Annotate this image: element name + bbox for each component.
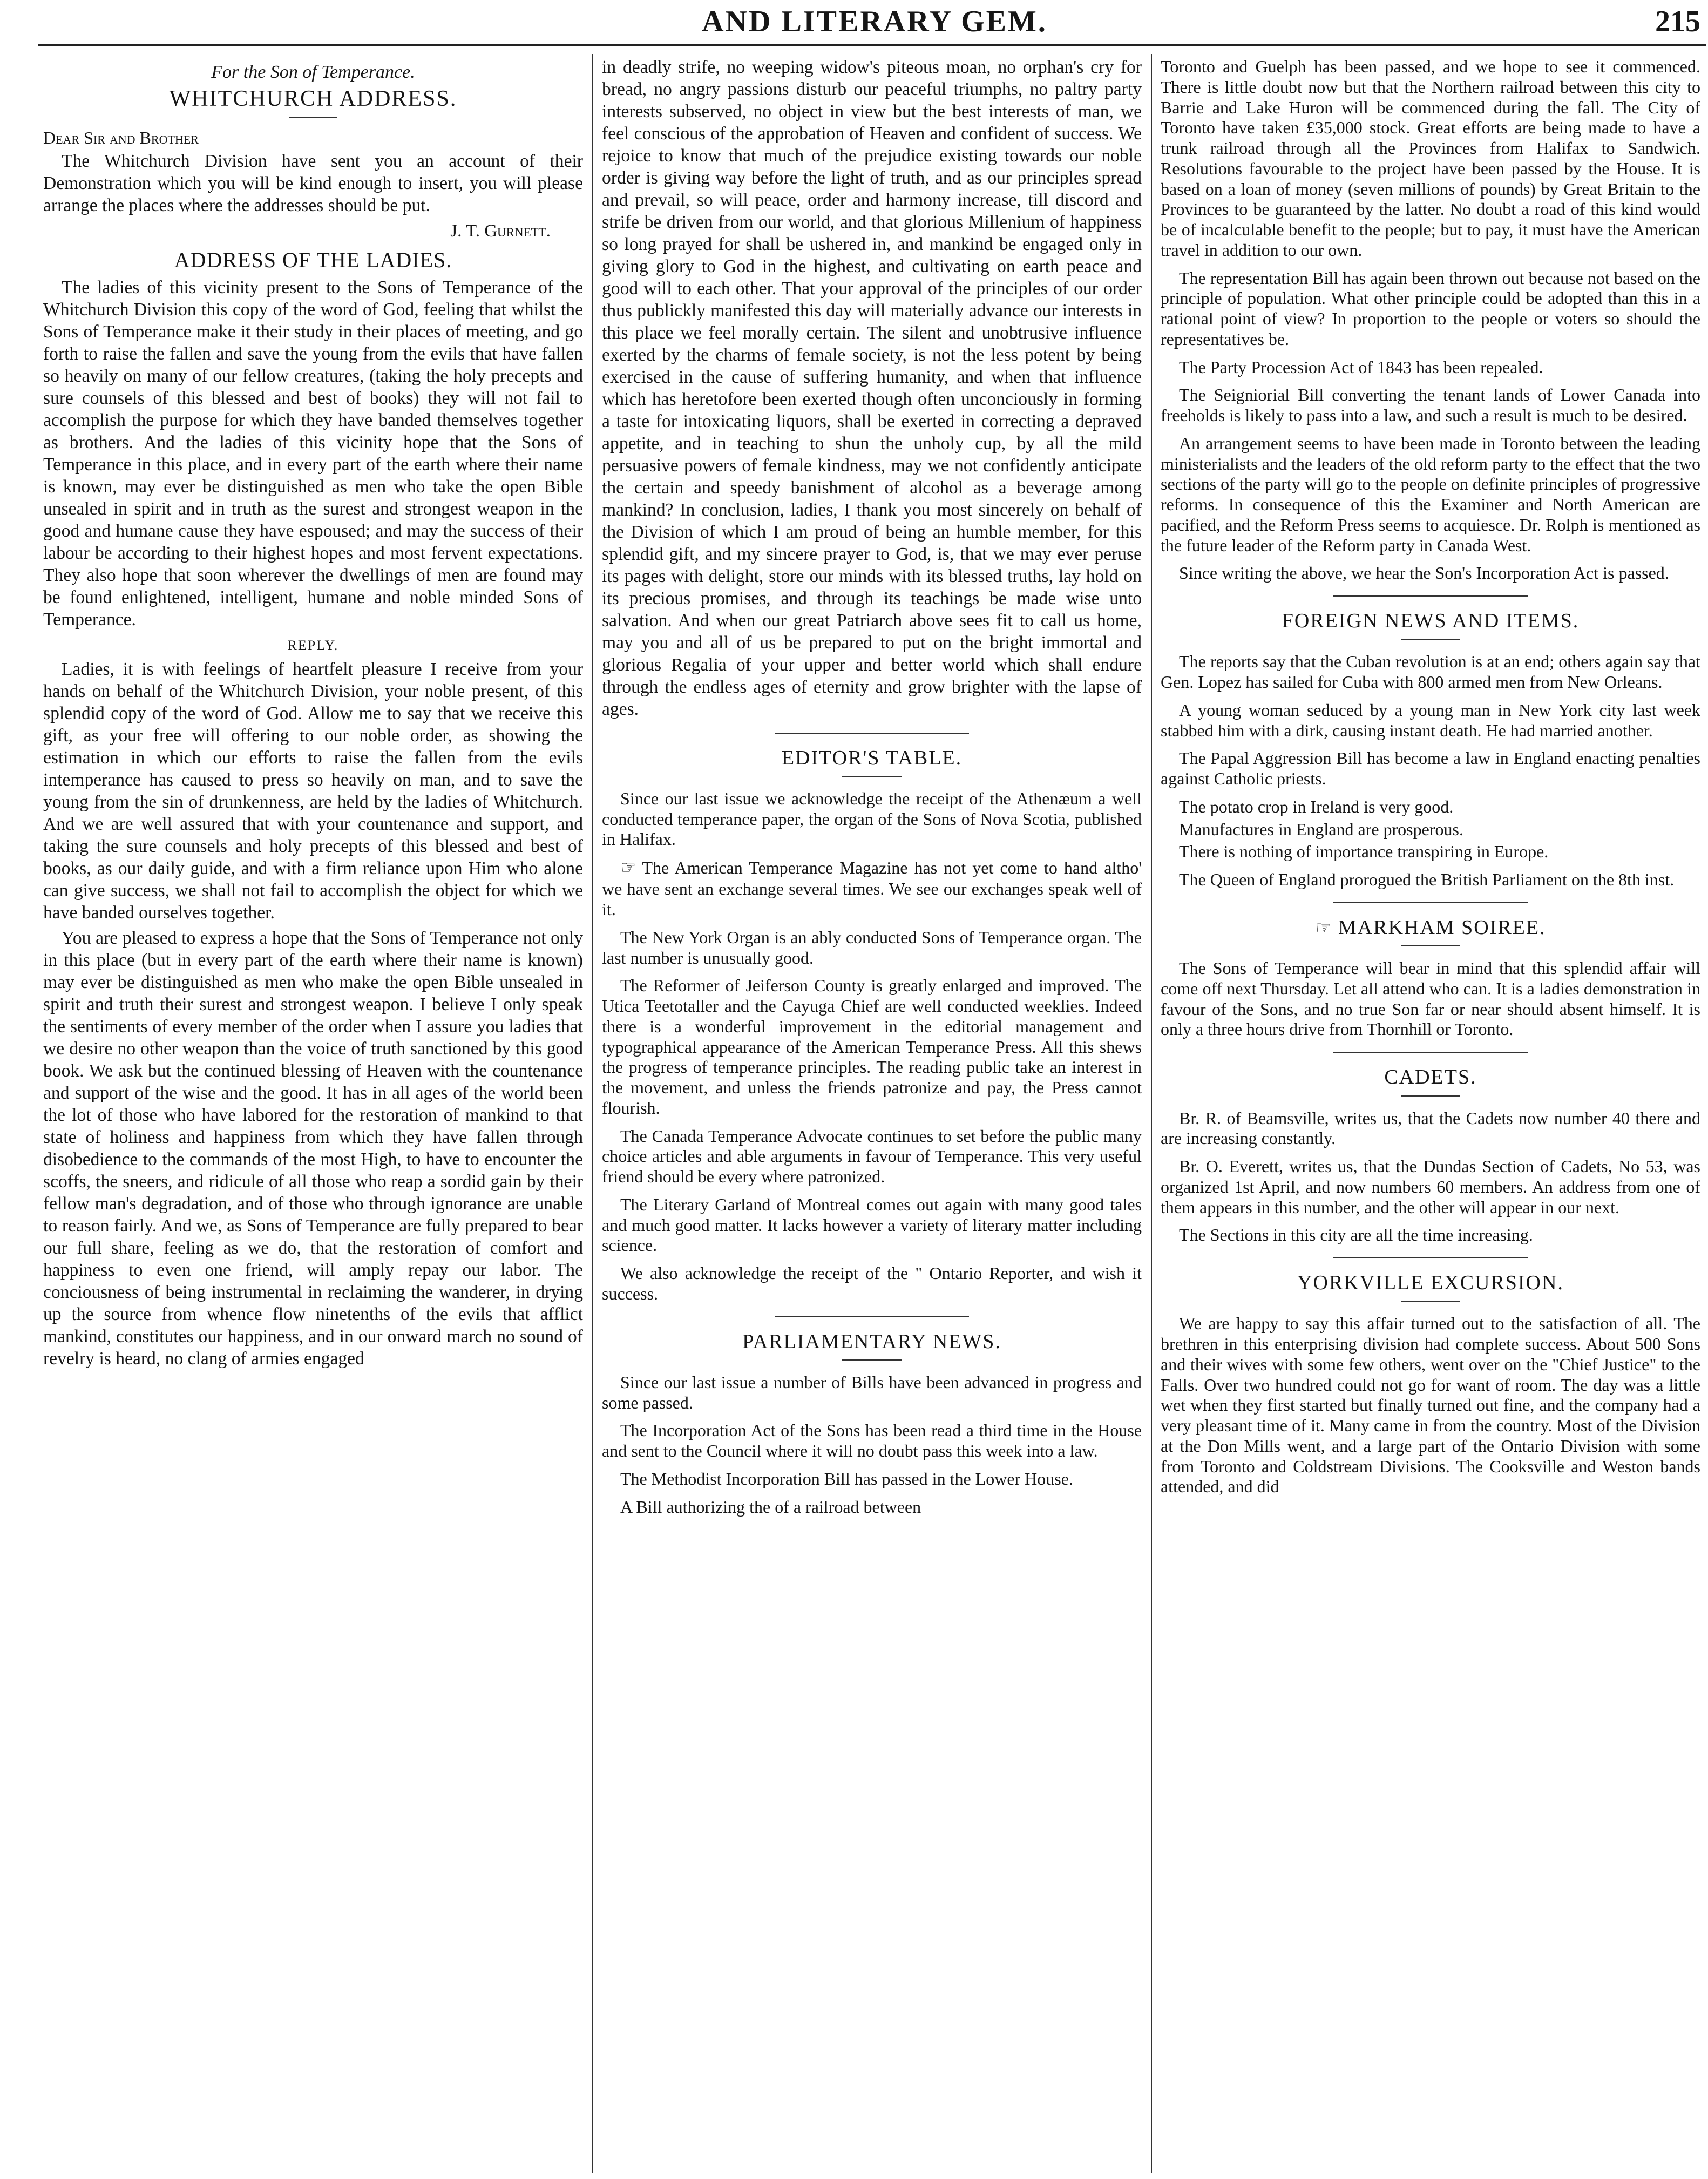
paragraph: The potato crop in Ireland is very good.	[1179, 796, 1454, 816]
paragraph: You are pleased to express a hope that the Sons of Temperance not only in this place (but in every part of the earth where their name is known) may ever be distinguished as men who make the open Bible unsealed in spirit and truth their surest and strongest weapon. I believe I only speak the sentiments of every member of the order when I assure you ladies that we desire no other weapon than the voice of truth sanctioned by this good book. We ask but the continued blessing of Heaven with the countenance and support of the wise and the good. It has in all ages of the world been the lot of those who have labored for the restoration of mankind to that state of holiness and happiness from which they have fallen through disobedience to the commands of the most High, to have to encounter the scoffs, the sneers, and ridicule of all those who reap a sordid gain by their fellow man's degradation, and of those who through ignorance are unable to reason fairly. And we, as Sons of Temperance are fully prepared to bear our full share, feeling as we do, that the restoration of comfort and happiness to even one friend, will amply repay our labor. The conciousness of being instrumental in reclaiming the wanderer, in drying up the source from whence flow ninetenths of the evils that afflict mankind, constitutes our happiness, and in our onward march no sound of revelry is heard, no clang of armies engaged	[43, 928, 583, 1369]
attribution: For the Son of Temperance.	[211, 62, 415, 82]
paragraph: in deadly strife, no weeping widow's piteous moan, no orphan's cry for bread, no angry passions disturb our peaceful triumphs, no paltry party interests subserved, no object in view but the best interests of man, we feel conscious of the approbation of Heaven and confident of success. We rejoice to know that much of the prejudice existing towards our noble order is giving way before the light of truth, and as our principles spread and prevail, so will peace, order and harmony increase, till discord and strife be driven from our world, and that glorious Millenium of happiness so long prayed for shall be ushered in, and mankind be engaged only in giving glory to God in the highest, and cultivating on earth peace and good will to each other. That your approval of the principles of our order thus publickly manifested this day will materially advance our interests in this place we feel morally certain. The silent and unobtrusive influence exerted by the charms of female society, is not the less potent by being exercised in the cause of suffering humanity, and when that influence which has heretofore been exerted though often unconciously in forming a taste for intoxicating liquors, shall be exerted in correcting a depraved appetite, and in teaching to shun the unholy cup, by all the mild persuasive powers of female kindness, may we not confidently anticipate the certain and speedy banishment of alcohol as a beverage among mankind? In conclusion, ladies, I thank you most sincerely on behalf of the Division of which I am proud of being an humble member, for this splendid gift, and my sincere prayer to God, is, that we may ever peruse its pages with delight, store our minds with its blessed truths, lay hold on its precious promises, and through its teachings be made wise unto salvation. And when our great Patriarch above sees fit to call us home, may you and all of us be prepared to put on the bright immortal and glorious Regalia of your upper and better world which shall endure through the endless ages of eternity and grow brighter with the lapse of ages.	[602, 57, 1142, 719]
paragraph: Since our last issue we acknowledge the receipt of the Athenæum a well conducted temperance paper, the organ of the Sons of Nova Scotia, published in Halifax.	[602, 788, 1142, 849]
paragraph: The Papal Aggression Bill has become a law in England enacting penalties against Catholic priests.	[1161, 748, 1700, 789]
paragraph: The Methodist Incorporation Bill has passed in the Lower House.	[620, 1469, 1073, 1488]
salutation: Dear Sir and Brother	[43, 127, 199, 147]
paragraph: Manufactures in England are prosperous.	[1179, 819, 1463, 839]
paragraph: The ladies of this vicinity present to the Sons of Temperance of the Whitchurch Division this copy of the word of God, feeling that whilst the Sons of Temperance make it their study in their places of meeting, and go forth to raise the fallen and save the young from the evils that have fallen so heavily on many of our fellow creatures, (taking the holy precepts and sure counsels of this blessed and best of books) they will not fail to accomplish the purpose for which they have banded themselves together as brothers. And the ladies of this vicinity hope that the Sons of Temperance in this place, and in every part of the earth where their name is known, may ever be distinguished as men who take the open Bible unsealed in spirit and in truth as the surest and strongest weapon in the good and humane cause they have espoused; and may the success of their labour be according to their highest hopes and most fervent expectations. They also hope that soon wherever the dwellings of men are found may be found enlightened, intelligent, humane and noble minded Sons of Temperance.	[43, 277, 583, 630]
page-header	[38, 0, 1708, 57]
column-1	[43, 57, 583, 2173]
section-rule	[1333, 595, 1528, 597]
article-title: WHITCHURCH ADDRESS.	[169, 86, 457, 112]
page-number: 215	[1655, 5, 1700, 38]
heading-text: MARKHAM SOIREE.	[1338, 916, 1546, 939]
section-rule	[1333, 902, 1528, 903]
section-heading: EDITOR'S TABLE.	[781, 746, 963, 769]
paragraph: The Literary Garland of Montreal comes out again with many good tales and much good matter. It lacks however a variety of literary matter including science.	[602, 1194, 1142, 1255]
paragraph: An arrangement seems to have been made in Toronto between the leading ministerialists and the leaders of the old reform party to the effect that the two sections of the party will go to the people on definite principles of progressive reforms. In consequence of this the Examiner and North American are pacified, and the Reform Press seems to acquiesce. Dr. Rolph is mentioned as the future leader of the Reform party in Canada West.	[1161, 433, 1700, 555]
paragraph: Ladies, it is with feelings of heartfelt pleasure I receive from your hands on behalf of the Whitchurch Division, your noble present, of this splendid copy of the word of God. Allow me to say that we receive this gift, as your free will offering to our noble order, as showing the estimation in which our efforts to raise the fallen from the evils intemperance has caused to press so heavily on man, and to save the young from the sin of drunkenness, are held by the ladies of Whitchurch. And we are well assured that with your countenance and support, and taking the sure counsels and holy precepts of this blessed and best of books, as our daily guide, and with a firm reliance upon Him who alone can give success, we shall not fail to accomplish the object for which we have banded ourselves together.	[43, 659, 583, 923]
paragraph-text: The American Temperance Magazine has not yet come to hand altho' we have sent an exchange several times. We see our exchanges speak well of it.	[602, 858, 1142, 919]
section-heading	[1161, 915, 1700, 940]
paragraph: A young woman seduced by a young man in New York city last week stabbed him with a dirk, causing instant death. He had married another.	[1161, 700, 1700, 740]
paragraph	[602, 857, 1142, 920]
paragraph: Since our last issue a number of Bills have been advanced in progress and some passed.	[602, 1372, 1142, 1412]
column-2	[602, 57, 1142, 2173]
column-divider	[1151, 54, 1152, 2173]
section-heading: YORKVILLE EXCURSION.	[1297, 1271, 1564, 1295]
paragraph: The Queen of England prorogued the British Parliament on the 8th inst.	[1179, 870, 1675, 890]
paragraph: Br. O. Everett, writes us, that the Dundas Section of Cadets, No 53, was organized 1st April, and now numbers 60 members. An address from one of them appears in this number, and the other will appear in our next.	[1161, 1156, 1700, 1217]
column-divider	[592, 54, 593, 2173]
paragraph: The Whitchurch Division have sent you an account of their Demonstration which you will be kind enough to insert, you will please arrange the places where the addresses should be put.	[43, 151, 583, 215]
section-rule	[775, 1316, 969, 1317]
paragraph: The Party Procession Act of 1843 has been repealed.	[1179, 357, 1543, 377]
paragraph: A Bill authorizing the of a railroad between	[620, 1497, 921, 1517]
running-title: AND LITERARY GEM.	[702, 5, 1047, 38]
paragraph: The New York Organ is an ably conducted Sons of Temperance organ. The last number is unusually good.	[602, 927, 1142, 967]
column-3	[1161, 57, 1700, 2173]
section-rule	[775, 733, 969, 734]
signature: J. T. Gurnett.	[450, 221, 551, 241]
paragraph: We are happy to say this affair turned out to the satisfaction of all. The brethren in this enterprising division had complete success. About 500 Sons and their wives with some few others, went over on the "Chief Justice" to the Falls. Over two hundred could not go for want of room. The day was a little wet when they first started but finally turned out fine, and the company had a very pleasant time of it. Many came in from the country. Most of the Division at the Don Mills went, and a large part of the Ontario Division with some from Toronto and Coldstream Divisions. The Cooksville and Weston bands attended, and did	[1161, 1314, 1700, 1497]
heading-rule	[842, 1359, 902, 1361]
paragraph: The Incorporation Act of the Sons has been read a third time in the House and sent to the Council where it will no doubt pass this week into a law.	[602, 1420, 1142, 1461]
heading-rule	[1401, 639, 1460, 640]
title-rule	[289, 117, 337, 118]
heading-rule	[1401, 1301, 1460, 1302]
paragraph: Since writing the above, we hear the Son's Incorporation Act is passed.	[1179, 563, 1669, 583]
header-rule	[38, 44, 1706, 46]
paragraph: The representation Bill has again been thrown out because not based on the principle of population. What other principle could be adopted than this in a rational point of view? In proportion to the people or voters so should the representatives be.	[1161, 268, 1700, 349]
paragraph: Br. R. of Beamsville, writes us, that the Cadets now number 40 there and are increasing constantly.	[1161, 1108, 1700, 1148]
heading-rule	[1401, 945, 1460, 946]
section-heading: PARLIAMENTARY NEWS.	[742, 1330, 1001, 1353]
paragraph: Toronto and Guelph has been passed, and we hope to see it commenced. There is little doubt now but that the Northern railroad between this city to Barrie and Lake Huron will be commenced during the fall. The City of Toronto have taken £35,000 stock. Great efforts are being made to have a trunk railroad through all the Provinces from Halifax to Sandwich. Resolutions favourable to the project have been passed by the House. It is based on a loan of money (seven millions of pounds) by Great Britain to the Provinces to be guaranteed by the latter. No doubt a road of this kind would be of incalculable benefit to the people; but to pay, it must have the American travel in addition to our own.	[1161, 57, 1700, 260]
paragraph: There is nothing of importance transpiring in Europe.	[1179, 842, 1549, 862]
paragraph: The Seigniorial Bill converting the tenant lands of Lower Canada into freeholds is likely to pass into a law, and such a result is much to be desired.	[1161, 385, 1700, 425]
pointing-hand-icon: ☞	[620, 858, 637, 878]
paragraph: The Canada Temperance Advocate continues to set before the public many choice articles and able arguments in favour of Temperance. This very useful friend should be every where patronized.	[602, 1126, 1142, 1186]
section-heading: ADDRESS OF THE LADIES.	[174, 247, 452, 272]
section-rule	[1333, 1257, 1528, 1258]
pointing-hand-icon: ☞	[1315, 918, 1333, 938]
section-heading: CADETS.	[1384, 1066, 1477, 1089]
section-rule	[1333, 1052, 1528, 1053]
paragraph: The Sections in this city are all the time increasing.	[1179, 1225, 1533, 1245]
heading-rule	[1401, 1095, 1460, 1097]
paragraph: The reports say that the Cuban revolution is at an end; others again say that Gen. Lopez has sailed for Cuba with 800 armed men from New Orleans.	[1161, 652, 1700, 692]
paragraph: We also acknowledge the receipt of the " Ontario Reporter, and wish it success.	[602, 1263, 1142, 1303]
paragraph: The Reformer of Jeiferson County is greatly enlarged and improved. The Utica Teetotaller and the Cayuga Chief are well conducted weeklies. Indeed there is a wonderful improvement in the editorial management and typographical appearance of the American Temperance Press. All this shews the progress of temperance principles. The reading public take an interest in the movement, and unless the friends patronize and pay, the Press cannot flourish.	[602, 976, 1142, 1118]
reply-heading: REPLY.	[287, 638, 339, 654]
paragraph: The Sons of Temperance will bear in mind that this splendid affair will come off next Thursday. Let all attend who can. It is a ladies demonstration in favour of the Sons, and no true Son far or near should absent himself. It is only a three hours drive from Thornhill or Toronto.	[1161, 958, 1700, 1039]
section-heading: FOREIGN NEWS AND ITEMS.	[1282, 610, 1580, 632]
heading-rule	[842, 776, 902, 777]
